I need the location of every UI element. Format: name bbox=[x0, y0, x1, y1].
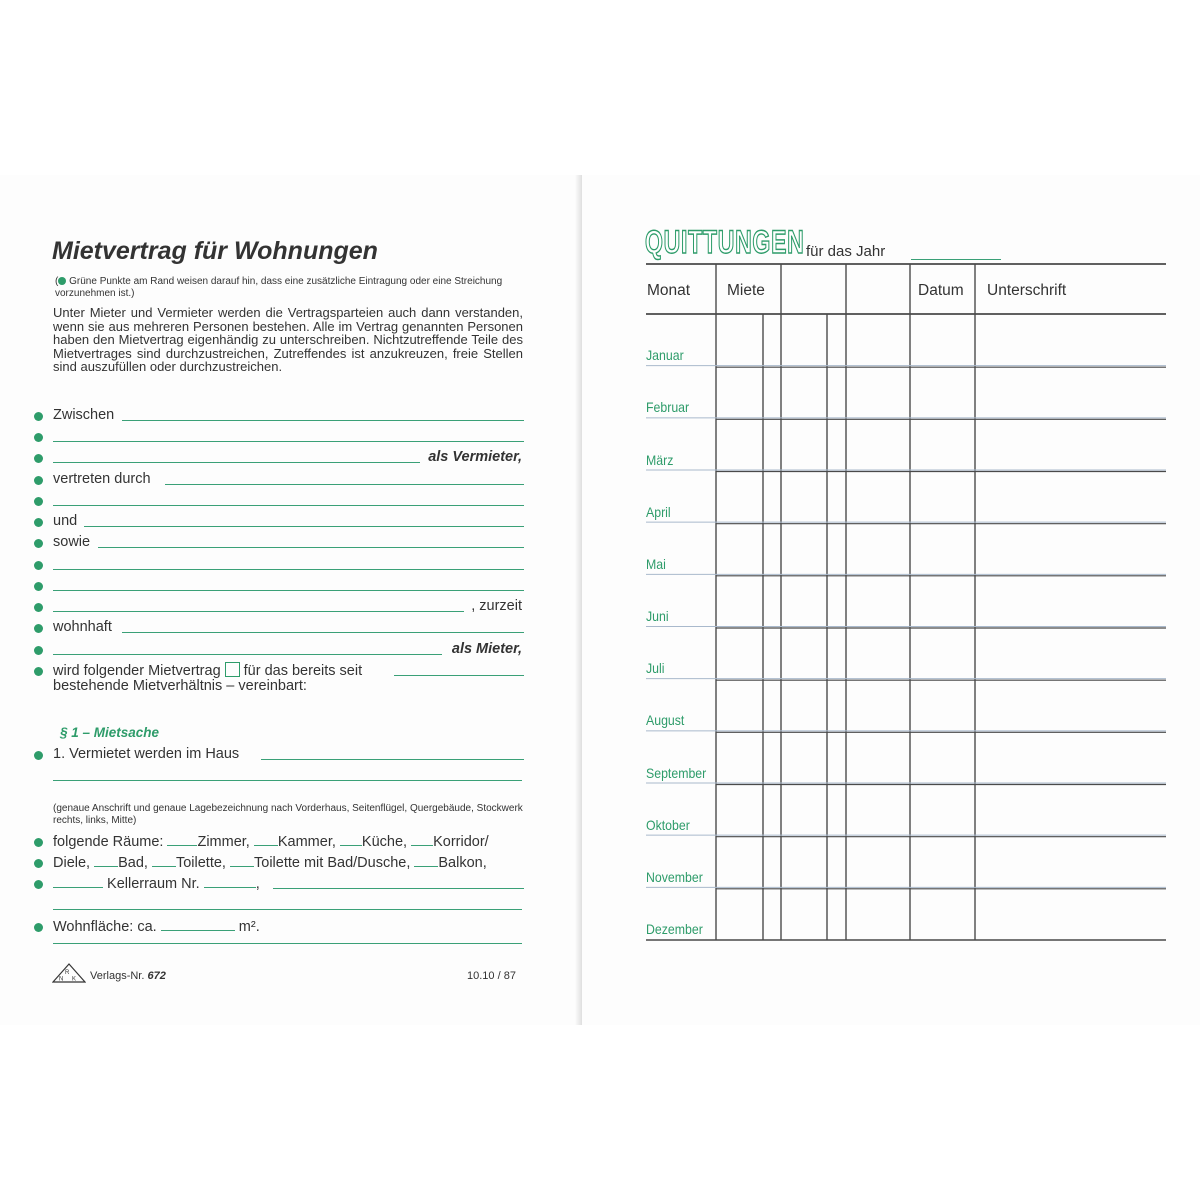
fill-line[interactable] bbox=[53, 569, 524, 570]
col-header-datum: Datum bbox=[918, 282, 964, 299]
rooms-line-2 bbox=[53, 854, 487, 871]
wohnflaeche-line bbox=[53, 918, 260, 935]
green-dot-icon bbox=[34, 838, 43, 847]
fill-line[interactable] bbox=[122, 632, 524, 633]
fill-line[interactable] bbox=[414, 854, 438, 867]
diele-label: Diele, bbox=[53, 855, 91, 871]
bestehende-text: bestehende Mietverhältnis – vereinbart: bbox=[53, 678, 307, 694]
als-vermieter-label: als Vermieter, bbox=[428, 449, 522, 465]
zimmer-label: Zimmer, bbox=[197, 834, 250, 850]
field-row-zwischen[interactable] bbox=[34, 407, 524, 425]
month-label: April bbox=[646, 503, 671, 520]
field-row-blank-4[interactable] bbox=[34, 577, 524, 595]
green-dot-icon bbox=[34, 667, 43, 676]
month-label: Oktober bbox=[646, 816, 690, 833]
logo-letter-r: R bbox=[65, 970, 70, 976]
month-label: Mai bbox=[646, 555, 666, 572]
balkon-label: Balkon, bbox=[438, 855, 487, 871]
toilette-label: Toilette, bbox=[175, 855, 226, 871]
field-row-vermieter[interactable] bbox=[34, 449, 524, 467]
kueche-label: Küche, bbox=[361, 834, 408, 850]
month-label: Februar bbox=[646, 399, 690, 416]
fill-line[interactable] bbox=[53, 505, 524, 506]
fill-line[interactable] bbox=[94, 854, 118, 867]
fill-line[interactable] bbox=[53, 654, 442, 655]
publisher-number bbox=[90, 970, 166, 982]
green-dot-icon bbox=[34, 497, 43, 506]
fill-line[interactable] bbox=[84, 526, 524, 527]
green-dot-icon bbox=[34, 476, 43, 485]
toilette-bad-label: Toilette mit Bad/Dusche, bbox=[254, 855, 411, 871]
field-label: und bbox=[53, 513, 78, 529]
field-row-sowie[interactable] bbox=[34, 534, 524, 552]
month-label: Juni bbox=[646, 608, 669, 624]
bottom-rule bbox=[53, 943, 522, 944]
wird-folgender-text: wird folgender Mietvertrag bbox=[53, 663, 221, 679]
fill-line[interactable] bbox=[394, 675, 524, 676]
green-dot-icon bbox=[34, 582, 43, 591]
green-dot-icon bbox=[34, 433, 43, 442]
fill-line[interactable] bbox=[204, 875, 256, 888]
logo-letter-k: K bbox=[72, 976, 77, 983]
fill-line[interactable] bbox=[152, 854, 176, 867]
field-row-mieter[interactable] bbox=[34, 641, 524, 659]
field-row-wohnflaeche[interactable] bbox=[34, 918, 524, 936]
fill-line[interactable] bbox=[53, 875, 103, 888]
note-open-paren: ( bbox=[55, 276, 59, 287]
verlag-label: Verlags-Nr. bbox=[90, 970, 148, 982]
field-label: Zwischen bbox=[53, 407, 115, 423]
month-label: Juli bbox=[646, 660, 665, 677]
fill-line[interactable] bbox=[53, 441, 524, 442]
month-label: August bbox=[646, 712, 685, 729]
field-label bbox=[53, 662, 362, 679]
fill-line[interactable] bbox=[167, 833, 197, 846]
green-dot-icon bbox=[34, 454, 43, 463]
col-header-unterschrift: Unterschrift bbox=[987, 282, 1067, 299]
green-dot-icon bbox=[34, 561, 43, 570]
publisher-logo bbox=[52, 963, 86, 983]
fill-line[interactable] bbox=[261, 759, 524, 760]
field-row-vertreten[interactable] bbox=[34, 471, 524, 489]
rooms-extra-line[interactable] bbox=[53, 909, 522, 910]
fill-line[interactable] bbox=[53, 611, 464, 612]
bereits-seit-text: für das bereits seit bbox=[243, 663, 363, 679]
field-label: 1. Vermietet werden im Haus bbox=[53, 746, 240, 762]
receipts-title: QUITTUNGEN bbox=[645, 224, 805, 260]
zurzeit-label: , zurzeit bbox=[471, 598, 522, 614]
field-row-zurzeit[interactable] bbox=[34, 598, 524, 616]
fill-line[interactable] bbox=[273, 888, 524, 889]
fill-line[interactable] bbox=[165, 484, 524, 485]
fill-line[interactable] bbox=[53, 462, 420, 463]
green-dot-icon bbox=[34, 518, 43, 527]
year-fill-line[interactable] bbox=[911, 259, 1001, 260]
logo-letter-n: N bbox=[59, 976, 64, 983]
field-row-blank-1[interactable] bbox=[34, 428, 524, 446]
m2-unit: m². bbox=[238, 919, 260, 935]
page-code: 10.10 / 87 bbox=[467, 970, 516, 982]
field-row-haus[interactable] bbox=[34, 746, 524, 764]
green-dot-icon bbox=[34, 751, 43, 760]
month-label: November bbox=[646, 868, 703, 885]
fill-line[interactable] bbox=[122, 420, 524, 421]
fill-line[interactable] bbox=[230, 854, 254, 867]
field-row-diele[interactable] bbox=[34, 854, 524, 872]
wohnflaeche-label: Wohnfläche: ca. bbox=[53, 919, 157, 935]
month-label: März bbox=[646, 451, 674, 468]
intro-paragraph: Unter Mieter und Vermieter werden die Vertragsparteien auch dann verstanden, wenn sie aus mehreren Personen bestehen. Alle im Vertrag genannten Personen haben den Mietvertrag eigenhändig zu unterschreiben. Nichtzutreffende Teile des Mietvertrages sind durchzustreichen, Zutreffendes ist anzukreuzen, freie Stellen sind auszufüllen oder durchzustreichen. bbox=[53, 305, 523, 374]
field-label: sowie bbox=[53, 534, 91, 550]
field-row-und[interactable] bbox=[34, 513, 524, 531]
kellerraum-label: Kellerraum Nr. bbox=[107, 876, 200, 892]
field-label: vertreten durch bbox=[53, 471, 151, 487]
left-page bbox=[0, 175, 580, 1025]
field-row-wohnhaft[interactable] bbox=[34, 619, 524, 637]
month-label: Januar bbox=[646, 347, 684, 364]
korridor-label: Korridor/ bbox=[433, 834, 489, 850]
field-row-raeume[interactable] bbox=[34, 833, 524, 851]
document-title: Mietvertrag für Wohnungen bbox=[52, 237, 378, 265]
green-dot-icon bbox=[34, 923, 43, 932]
year-label: für das Jahr bbox=[806, 243, 886, 260]
bad-label: Bad, bbox=[118, 855, 148, 871]
fill-line[interactable] bbox=[161, 918, 235, 931]
fill-line[interactable] bbox=[53, 590, 524, 591]
month-label: September bbox=[646, 764, 707, 781]
col-header-monat: Monat bbox=[647, 282, 691, 299]
field-row-blank-3[interactable] bbox=[34, 556, 524, 574]
location-note: (genaue Anschrift und genaue Lagebezeichnung nach Vorderhaus, Seitenflügel, Quergebäude, Stockwerk rechts, links, Mitte) bbox=[53, 803, 523, 826]
green-dot-icon bbox=[34, 624, 43, 633]
verlag-number: 672 bbox=[147, 970, 166, 982]
kammer-label: Kammer, bbox=[277, 834, 336, 850]
booklet-spread bbox=[0, 175, 1200, 1025]
keller-line bbox=[53, 875, 260, 892]
als-mieter-label: als Mieter, bbox=[451, 641, 522, 657]
comma-text: , bbox=[255, 876, 260, 892]
field-row-keller[interactable] bbox=[34, 875, 524, 893]
note-text: Grüne Punkte am Rand weisen darauf hin, dass eine zusätzliche Eintragung oder eine Streichung vorzunehmen ist.) bbox=[55, 276, 503, 299]
green-dot-icon bbox=[34, 880, 43, 889]
fill-line[interactable] bbox=[254, 833, 278, 846]
existing-tenancy-checkbox[interactable] bbox=[225, 662, 240, 677]
section-1-heading: § 1 – Mietsache bbox=[60, 725, 160, 740]
address-line[interactable] bbox=[53, 780, 522, 781]
rooms-line-1 bbox=[53, 833, 489, 850]
right-page bbox=[582, 175, 1200, 1025]
fill-line[interactable] bbox=[411, 833, 433, 846]
green-dot-icon bbox=[34, 539, 43, 548]
fill-line[interactable] bbox=[340, 833, 362, 846]
field-label: wohnhaft bbox=[53, 619, 112, 635]
month-label: Dezember bbox=[646, 921, 703, 937]
instruction-note bbox=[55, 276, 525, 300]
col-header-miete: Miete bbox=[727, 282, 765, 299]
green-dot-icon bbox=[34, 603, 43, 612]
green-dot-icon bbox=[34, 646, 43, 655]
fill-line[interactable] bbox=[98, 547, 524, 548]
field-row-blank-2[interactable] bbox=[34, 492, 524, 510]
green-dot-icon bbox=[34, 412, 43, 421]
rooms-label: folgende Räume: bbox=[53, 834, 164, 850]
green-dot-icon bbox=[34, 859, 43, 868]
